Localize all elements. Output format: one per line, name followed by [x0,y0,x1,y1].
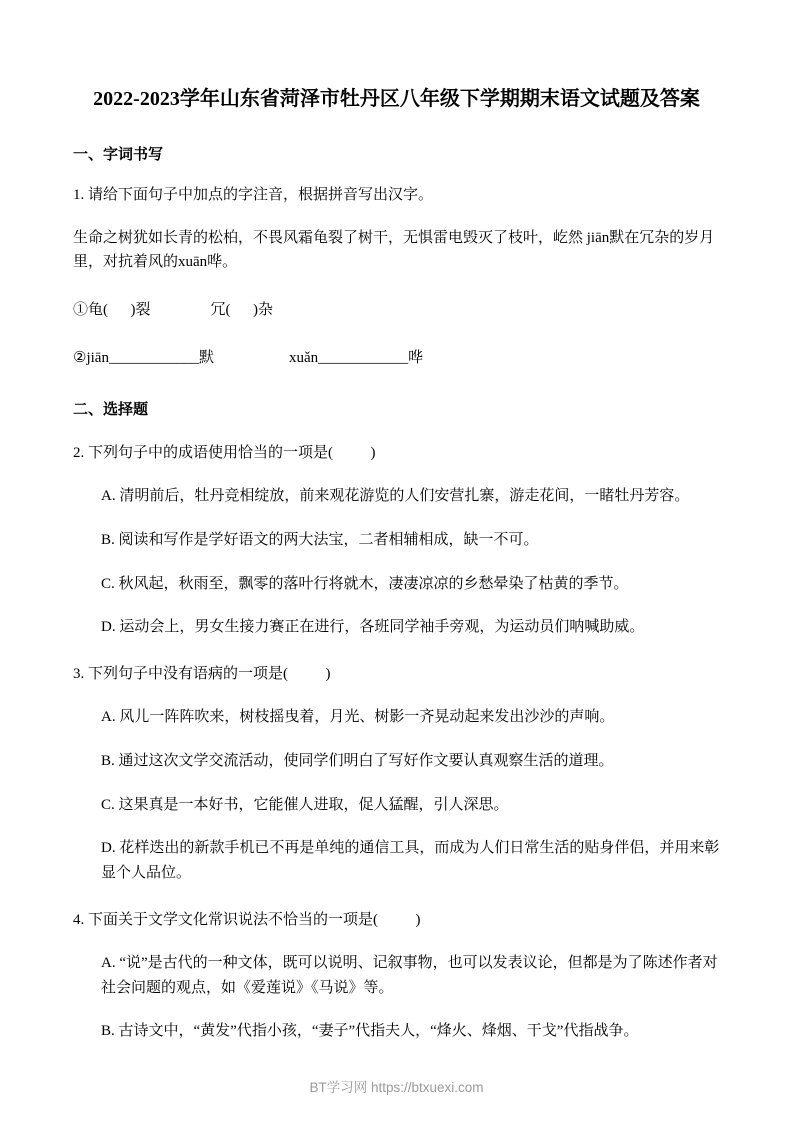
option-item: D. 花样迭出的新款手机已不再是单纯的通信工具，而成为人们日常生活的贴身伴侣，并用来彰显个人品位。 [101,840,720,881]
question-stem: 2. 下列句子中的成语使用恰当的一项是( ) [73,445,376,461]
fill-blank-line: ①龟( )裂 冗( )杂 [73,302,273,318]
section-word-writing [73,143,720,370]
section-multiple-choice [73,398,720,1044]
question-3 [73,662,720,886]
question-4 [73,908,720,1044]
question-2 [73,441,720,640]
option-item: B. 阅读和写作是学好语文的两大法宝，二者相辅相成，缺一不可。 [101,531,539,548]
passage-text: 生命之树犹如长青的松柏，不畏风霜龟裂了树干，无惧雷电毁灭了枝叶，屹然 jiān默在冗杂的岁月里，对抗着风的xuān哗。 [73,230,715,270]
option-item: B. 古诗文中，“黄发”代指小孩，“妻子”代指夫人，“烽火、烽烟、干戈”代指战争。 [101,1023,639,1040]
option-item: A. 风儿一阵阵吹来，树枝摇曳着，月光、树影一齐晃动起来发出沙沙的声响。 [101,709,615,725]
option-item: B. 通过这次文学交流活动，使同学们明白了写好作文要认真观察生活的道理。 [101,752,614,769]
option-item: C. 这果真是一本好书，它能催人进取，促人猛醒，引人深思。 [101,796,509,813]
document-title: 2022-2023学年山东省菏泽市牡丹区八年级下学期期末语文试题及答案 [93,88,700,110]
question-stem: 3. 下列句子中没有语病的一项是( ) [73,666,331,682]
section-heading: 一、字词书写 [73,147,164,163]
question-stem: 1. 请给下面句子中加点的字注音，根据拼音写出汉字。 [73,187,434,203]
section-heading: 二、选择题 [73,402,149,418]
footer-text: BT学习网 https://btxuexi.com [309,1080,484,1095]
question-stem: 4. 下面关于文学文化常识说法不恰当的一项是( ) [73,911,421,928]
option-item: A. 清明前后，牡丹竞相绽放，前来观花游览的人们安营扎寨，游走花间，一睹牡丹芳容。 [101,488,690,504]
option-item: D. 运动会上，男女生接力赛正在进行，各班同学袖手旁观，为运动员们呐喊助威。 [101,619,645,636]
option-list [73,951,720,1044]
option-item: A. “说”是古代的一种文体，既可以说明、记叙事物，也可以发表议论，但都是为了陈述作者对社会问题的观点，如《爱莲说》《马说》等。 [101,954,718,996]
option-list [73,484,720,640]
option-item: C. 秋风起，秋雨至，飘零的落叶行将就木，凄凄凉凉的乡愁晕染了枯黄的季节。 [101,575,629,592]
fill-blank-line: ②jiān____________默 xuǎn____________哗 [73,350,424,366]
option-list [73,705,720,886]
